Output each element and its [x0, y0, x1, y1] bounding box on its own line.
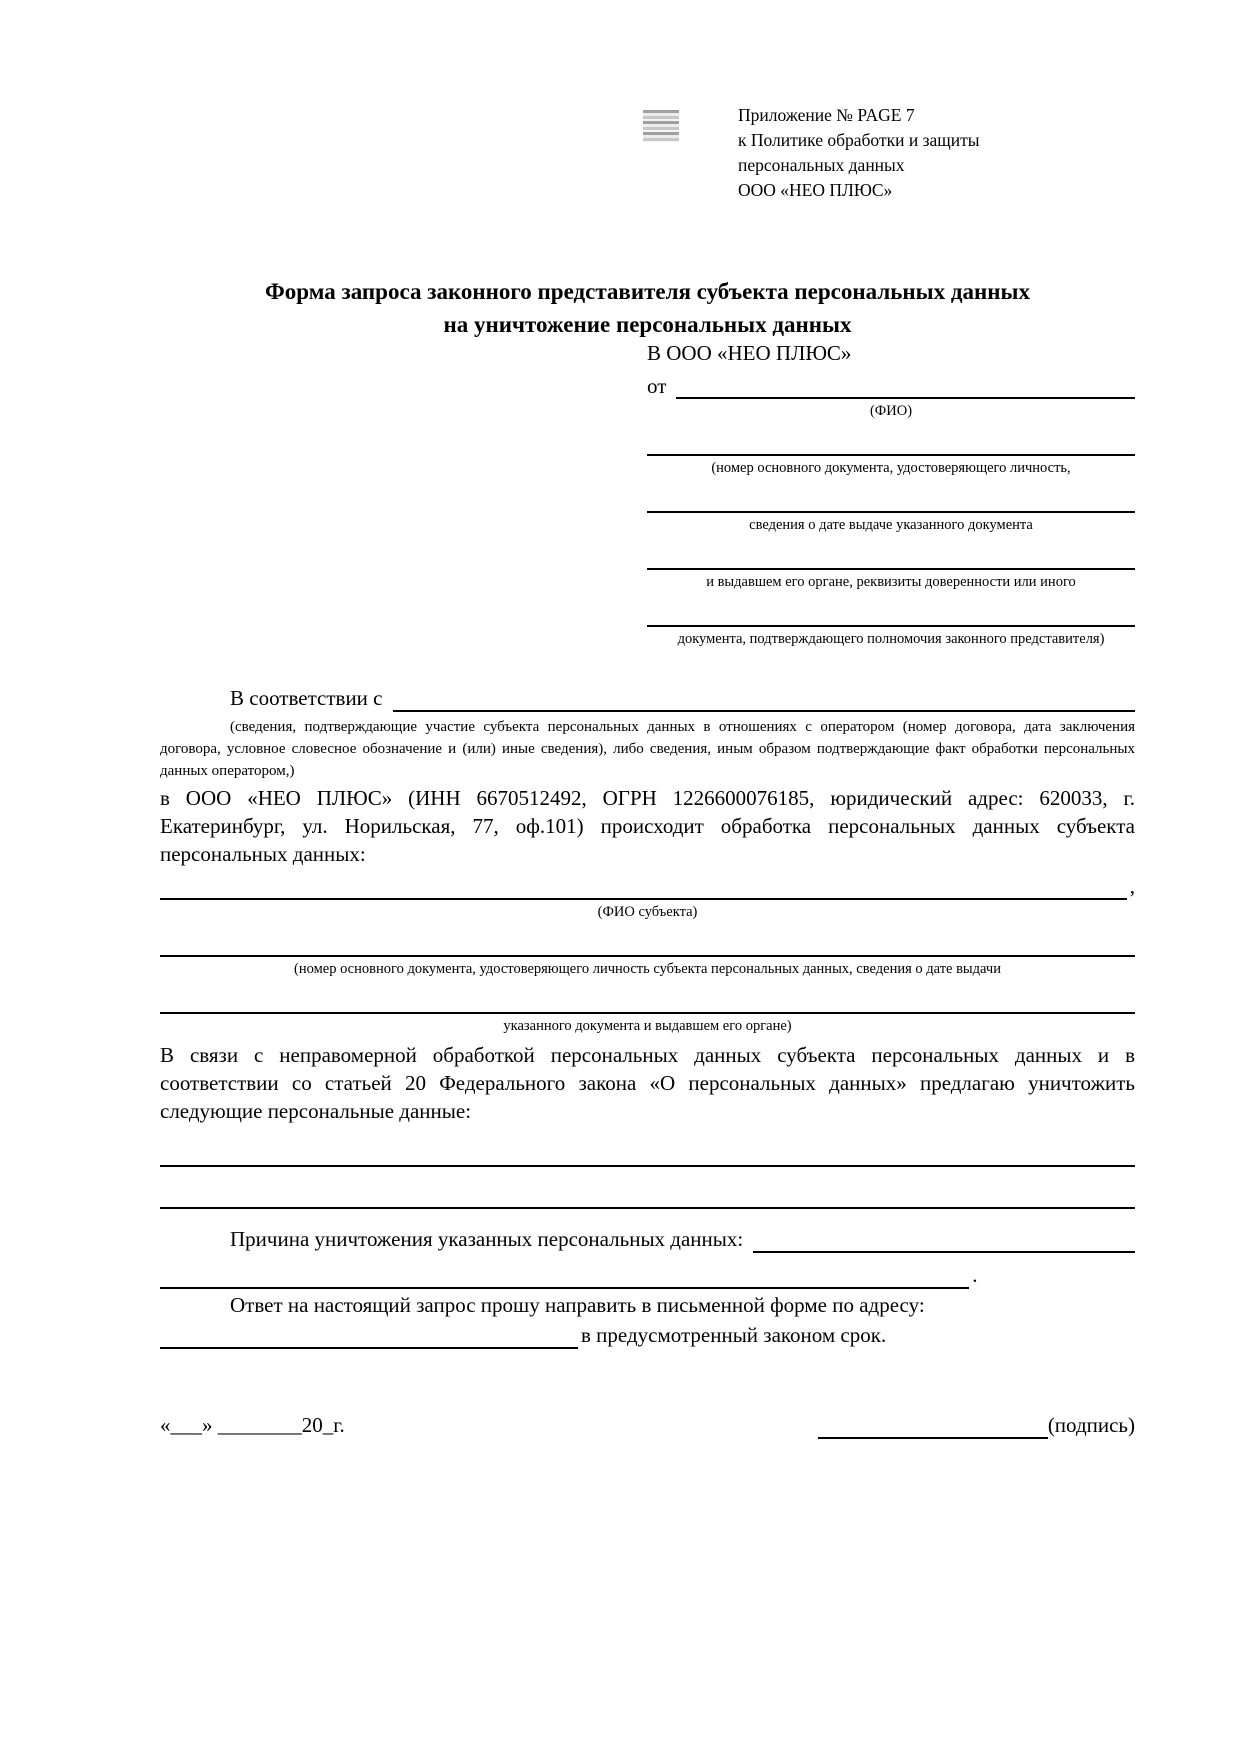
- subject-fio-row: [160, 868, 1135, 900]
- subject-doc-line-1: [160, 955, 1135, 957]
- subject-doc-row-2: [160, 982, 1135, 1014]
- from-row: [647, 372, 1135, 399]
- destroy-data-blank-line-1: [160, 1165, 1135, 1167]
- according-blank-line: [393, 710, 1136, 712]
- fine-print-note: (сведения, подтверждающие участие субъекта персональных данных в отношениях с оператором (номер договора, дата заключения договора, условное словесное обозначение и (или) иные сведения), либо сведения, иным образом подтверждающие факт обработки персональных данных оператором,): [160, 719, 1135, 779]
- representative-doc-caption-2: сведения о дате выдаче указанного документа: [749, 517, 1033, 533]
- header-block: [160, 0, 1135, 213]
- signature-caption: (подпись): [1047, 1413, 1135, 1437]
- subject-doc-caption-2: указанного документа и выдавшем его органе): [503, 1018, 792, 1034]
- document-title: [160, 275, 1135, 341]
- reason-continuation-line: [160, 1287, 969, 1289]
- signature-area: [818, 1411, 1135, 1439]
- reply-address-text: Ответ на настоящий запрос прошу направить в письменной форме по адресу:: [230, 1293, 925, 1317]
- header-line-company: ООО «НЕО ПЛЮС»: [738, 180, 893, 200]
- document-title-line2: на уничтожение персональных данных: [443, 312, 852, 337]
- subject-doc-row-1: [160, 925, 1135, 957]
- from-name-line: [676, 397, 1135, 399]
- representative-doc-caption-3: и выдавшем его органе, реквизиты доверенности или иного: [706, 574, 1076, 590]
- header-line-policy: к Политике обработки и защиты: [738, 130, 980, 150]
- representative-doc-line-2: [647, 481, 1135, 513]
- signature-line: [818, 1437, 1048, 1439]
- appendix-header: [738, 103, 1098, 203]
- reason-blank-line: [753, 1251, 1135, 1253]
- subject-fio-caption: (ФИО субъекта): [597, 904, 698, 920]
- document-title-line1: Форма запроса законного представителя субъекта персональных данных: [265, 279, 1030, 304]
- addressee-block: [647, 341, 1135, 652]
- reason-continuation-row: [160, 1253, 1135, 1289]
- according-row: [160, 682, 1135, 712]
- operator-paragraph: в ООО «НЕО ПЛЮС» (ИНН 6670512492, ОГРН 1226600076185, юридический адрес: 620033, г. Екатеринбург, ул. Норильская, 77, оф.101) происходит обработка персональных данных субъекта персональных данных:: [160, 786, 1135, 866]
- reason-row: [160, 1217, 1135, 1253]
- document-body: [160, 682, 1135, 1439]
- representative-doc-caption-4: документа, подтверждающего полномочия законного представителя): [677, 631, 1105, 647]
- period-suffix: .: [972, 1263, 978, 1287]
- reply-address-row: [160, 1319, 1135, 1349]
- from-label: от: [647, 374, 667, 398]
- stripes-icon: [643, 110, 679, 142]
- destroy-data-blank-row-2: [160, 1167, 1135, 1209]
- comma-suffix: ,: [1129, 874, 1135, 898]
- reply-term-text: в предусмотренный законом срок.: [581, 1323, 887, 1347]
- header-line-appendix: Приложение № PAGE 7: [738, 105, 915, 125]
- destroy-data-blank-row-1: [160, 1125, 1135, 1167]
- representative-doc-line-1: [647, 424, 1135, 456]
- subject-doc-line-2: [160, 1012, 1135, 1014]
- representative-doc-line-3: [647, 538, 1135, 570]
- reason-label: Причина уничтожения указанных персональных данных:: [230, 1227, 744, 1251]
- subject-doc-caption-1: (номер основного документа, удостоверяющего личность субъекта персональных данных, сведения о дате выдачи: [294, 961, 1001, 977]
- representative-doc-line-4: [647, 595, 1135, 627]
- unlawful-processing-paragraph: В связи с неправомерной обработкой персональных данных субъекта персональных данных и в соответствии со статьей 20 Федерального закона «О персональных данных» предлагаю уничтожить следующие персональные данные:: [160, 1043, 1135, 1123]
- subject-fio-line: [160, 898, 1127, 900]
- according-label: В соответствии с: [230, 686, 383, 710]
- date-field: «___» ________20_г.: [160, 1413, 345, 1437]
- addressee-company: В ООО «НЕО ПЛЮС»: [647, 341, 852, 365]
- fio-caption: (ФИО): [869, 403, 913, 419]
- reply-address-blank-line: [160, 1347, 578, 1349]
- destroy-data-blank-line-2: [160, 1207, 1135, 1209]
- representative-doc-caption-1: (номер основного документа, удостоверяющего личность,: [711, 460, 1071, 476]
- footer-row: [160, 1411, 1135, 1439]
- header-line-personal-data: персональных данных: [738, 155, 905, 175]
